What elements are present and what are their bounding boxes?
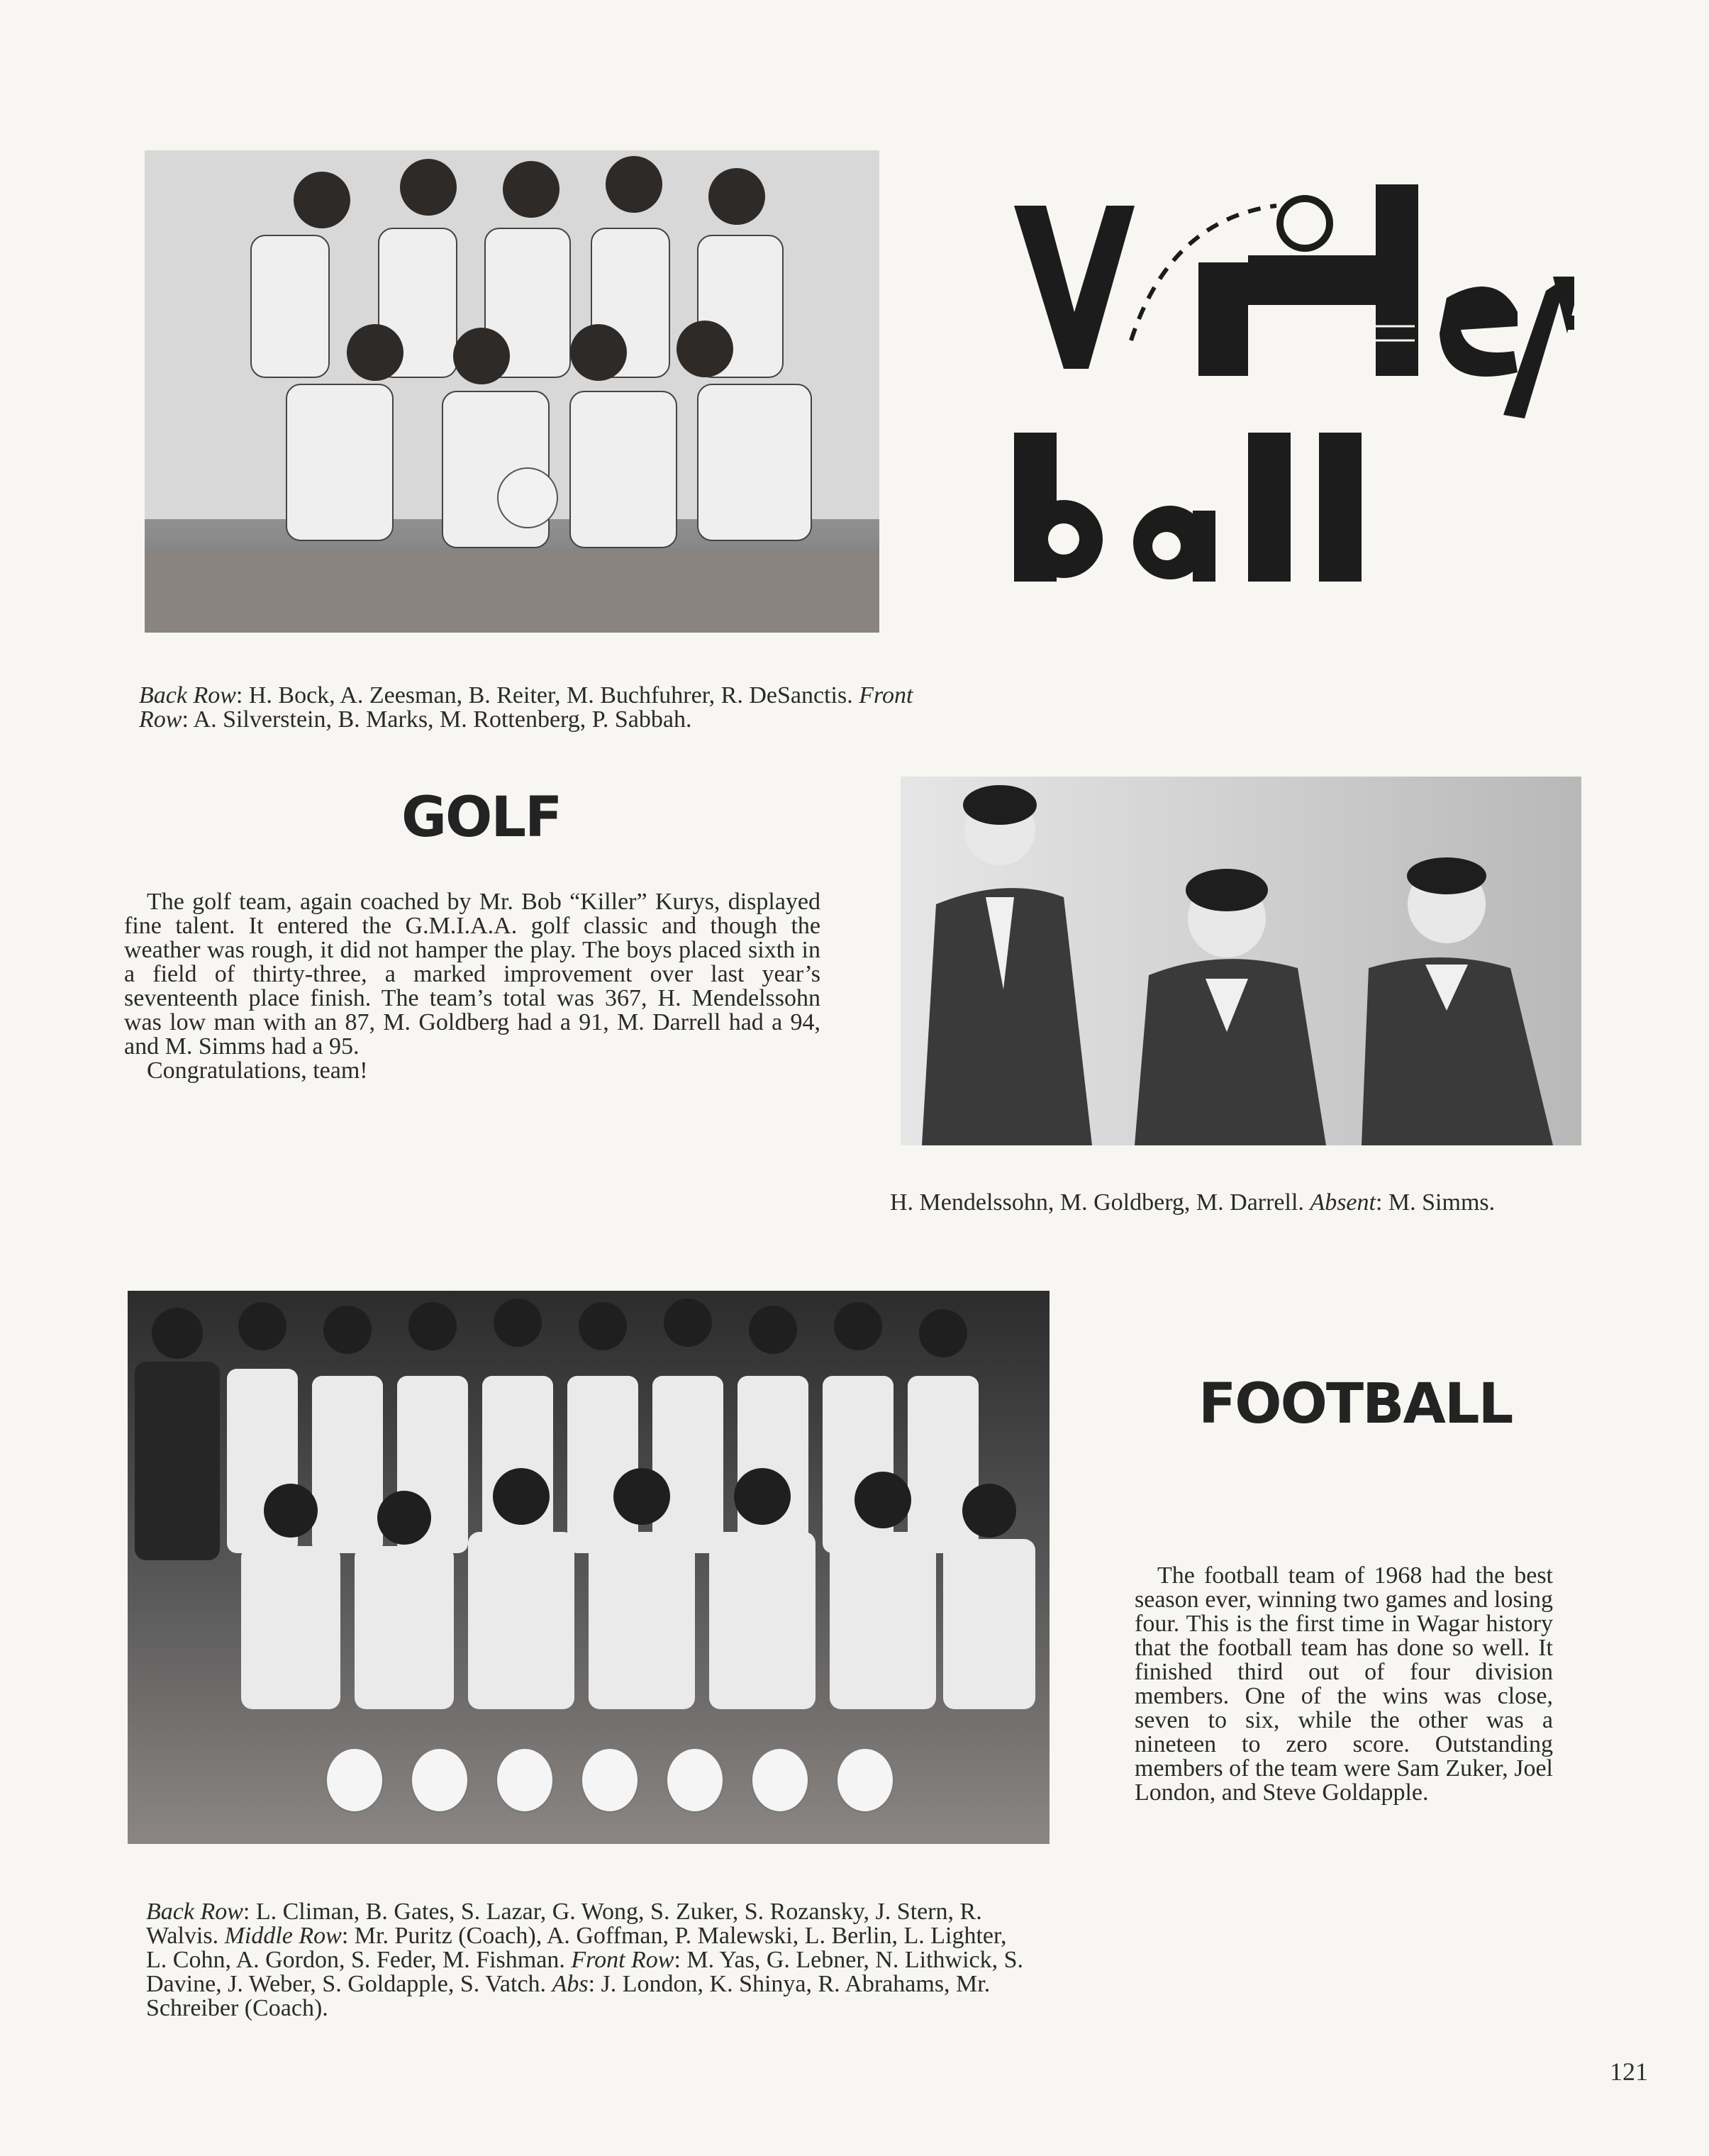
golf-heading: GOLF bbox=[401, 786, 562, 850]
golf-team-photo bbox=[901, 777, 1581, 1145]
football-heading: FOOTBALL bbox=[1198, 1372, 1513, 1436]
caption-label: Back Row bbox=[146, 1899, 243, 1925]
caption-label: Absent bbox=[1310, 1189, 1376, 1216]
volleyball-team-photo bbox=[145, 150, 879, 633]
caption-absent: : M. Simms. bbox=[1375, 1189, 1496, 1216]
football-caption bbox=[146, 1876, 1032, 2021]
caption-label: Middle Row bbox=[224, 1923, 342, 1949]
golf-photo-figures bbox=[901, 777, 1581, 1145]
caption-text: : Mr. Puritz (Coach), A. Goffman, P. Malewski, L. Berlin, L. Lighter, L. Cohn, A. Gordon, S. Feder, M. Fishman. bbox=[146, 1923, 1007, 1973]
caption-names: H. Mendelssohn, M. Goldberg, M. Darrell. bbox=[890, 1189, 1310, 1216]
caption-text: : J. London, K. Shinya, R. Abrahams, Mr. Schreiber (Coach). bbox=[146, 1971, 991, 2021]
caption-text: : A. Silverstein, B. Marks, M. Rottenberg, P. Sabbah. bbox=[182, 706, 692, 733]
golf-closing: Congratulations, team! bbox=[147, 1057, 368, 1084]
volleyball-logo-icon bbox=[1007, 163, 1574, 589]
page-number: 121 bbox=[1610, 2057, 1648, 2086]
caption-label: Front Row bbox=[571, 1947, 674, 1973]
caption-label: Front Row bbox=[139, 682, 913, 733]
caption-label: Abs bbox=[552, 1971, 589, 1997]
golf-paragraph: The golf team, again coached by Mr. Bob “Killer” Kurys, displayed fine talent. It entered the G.M.I.A.A. golf classic and though the weather was rough, it did not hamper the play. The boys placed sixth in a field of thirty-three, a marked improvement over last year’s seventeenth place finish. The team’s total was 367, H. Mendelssohn was low man with an 87, M. Goldberg had a 91, M. Darrell had a 94, and M. Simms had a 95. bbox=[124, 889, 820, 1060]
caption-text: : L. Climan, B. Gates, S. Lazar, G. Wong, S. Zuker, S. Rozansky, J. Stern, R. Walvis. bbox=[146, 1899, 982, 1949]
golf-article bbox=[124, 890, 820, 1083]
football-paragraph: The football team of 1968 had the best season ever, winning two games and losing four. This is the first time in Wagar history that the football team has done so well. It finished third out of four division members. One of the wins was close, seven to six, while the other was a nineteen to zero score. Outstanding members of the team were Sam Zuker, Joel London, and Steve Goldapple. bbox=[1135, 1562, 1553, 1806]
football-article bbox=[1135, 1564, 1553, 1805]
volleyball-caption bbox=[139, 660, 919, 732]
golf-photo-caption bbox=[890, 1167, 1599, 1215]
caption-text: : H. Bock, A. Zeesman, B. Reiter, M. Buchfuhrer, R. DeSanctis. bbox=[235, 682, 859, 709]
football-photo-figures bbox=[128, 1291, 1050, 1844]
caption-label: Back Row bbox=[139, 682, 236, 709]
football-team-photo bbox=[128, 1291, 1050, 1844]
caption-text: : M. Yas, G. Lebner, N. Lithwick, S. Davine, J. Weber, S. Goldapple, S. Vatch. bbox=[146, 1947, 1024, 1997]
volleyball-title-art bbox=[1007, 163, 1574, 589]
volleyball-photo-figures bbox=[145, 150, 879, 633]
